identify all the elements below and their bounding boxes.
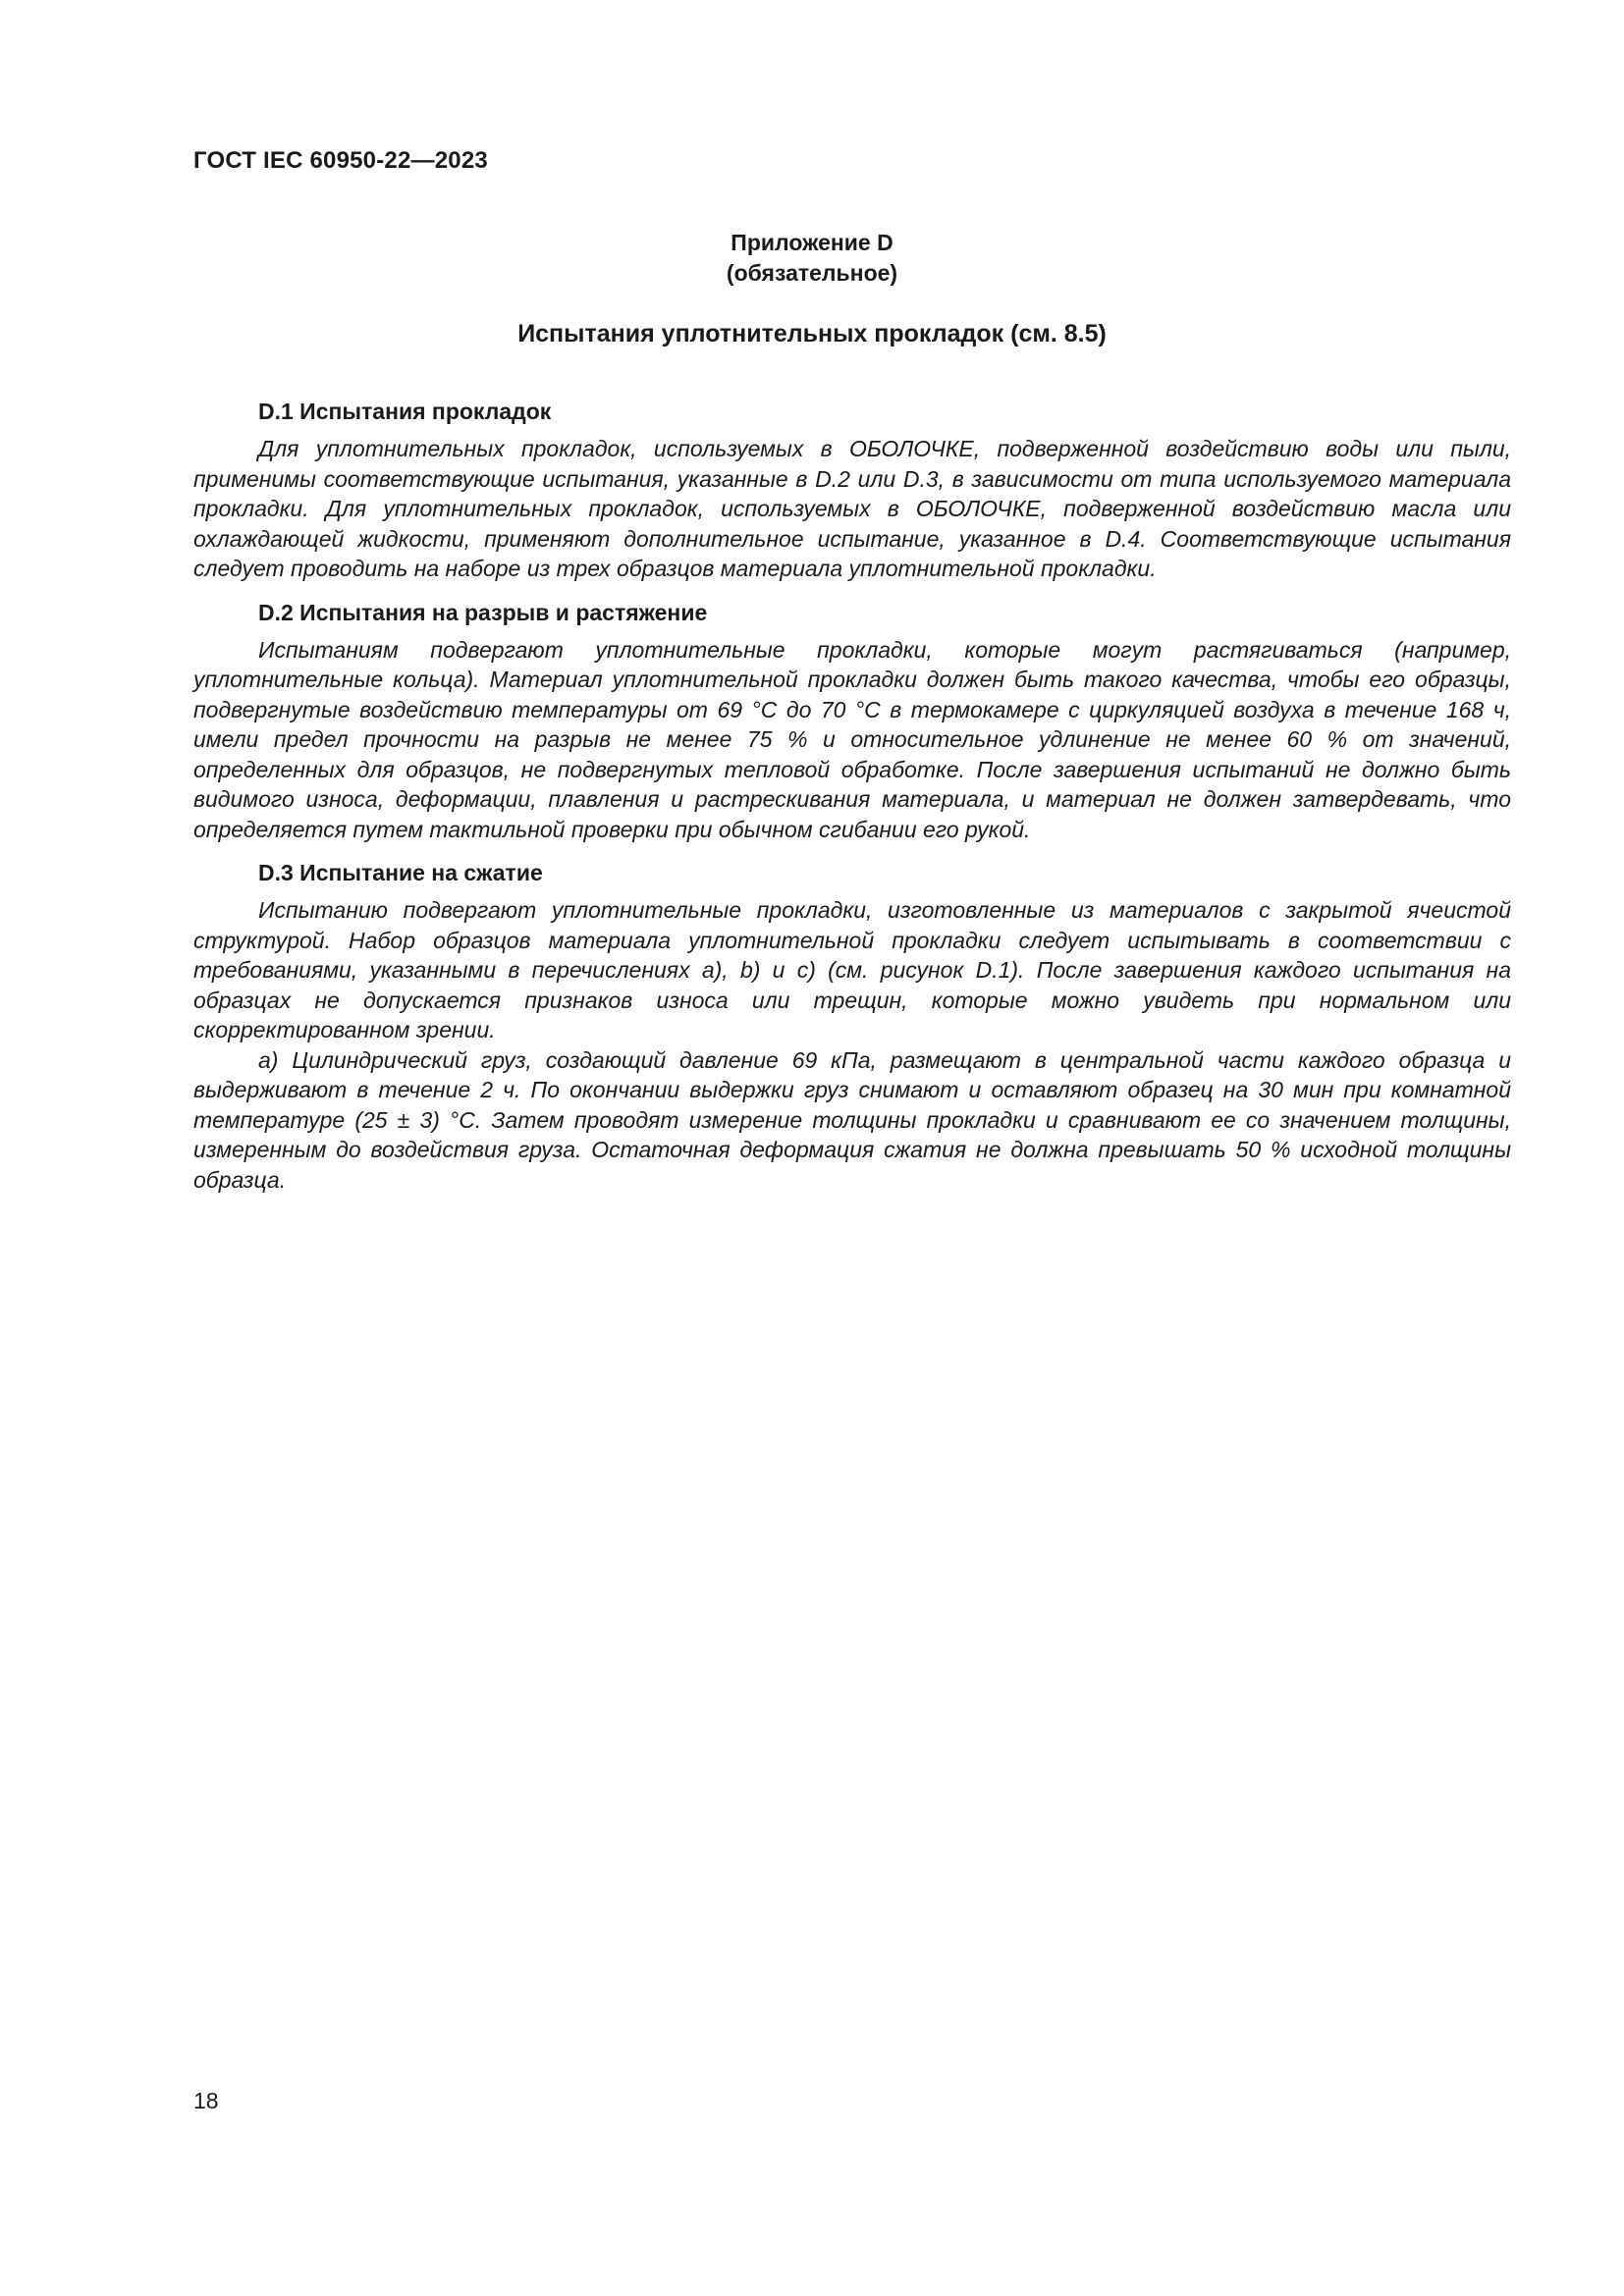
appendix-status: (обязательное) [726,260,898,286]
paragraph: Испытанию подвергают уплотнительные прокладки, изготовленные из материалов с закрытой ячеистой структурой. Набор образцов материала уплотнительной прокладки следует испытывать в соответствии с требованиями, указанными в перечислениях а), b) и с) (см. рисунок D.1). После завершения каждого испытания на образцах не допускается признаков износа или трещин, которые можно увидеть при нормальном или скорректированном зрении. [193,897,1511,1042]
section-d3 [193,858,1511,1195]
page-number: 18 [193,2088,219,2113]
appendix-label: Приложение D [731,230,893,255]
paragraph: Испытаниям подвергают уплотнительные прокладки, которые могут растягиваться (например, уплотнительные кольца). Материал уплотнительной прокладки должен быть такого качества, чтобы его образцы, подвергнутые воздействию температуры от 69 °С до 70 °С в термокамере с циркуляцией воздуха в течение 168 ч, имели предел прочности на разрыв не менее 75 % и относительное удлинение не менее 60 % от значений, определенных для образцов, не подвергнутых тепловой обработке. После завершения испытаний не должно быть видимого износа, деформации, плавления и растрескивания материала, и материал не должен затвердевать, что определяется путем тактильной проверки при обычном сгибании его рукой. [193,636,1511,842]
paragraph: Для уплотнительных прокладок, используемых в ОБОЛОЧКЕ, подверженной воздействию воды или пыли, применимы соответствующие испытания, указанные в D.2 или D.3, в зависимости от типа используемого материала прокладки. Для уплотнительных прокладок, используемых в ОБОЛОЧКЕ, подверженной воздействию масла или охлаждающей жидкости, применяют дополнительное испытание, указанное в D.4. Соответствующие испытания следует проводить на наборе из трех образцов материала уплотнительной прокладки. [193,436,1511,581]
appendix-header [0,228,1624,289]
section-heading: D.1 Испытания прокладок [258,399,552,424]
appendix-title: Испытания уплотнительных прокладок (см. 8.5) [517,320,1107,347]
section-heading: D.3 Испытание на сжатие [258,860,543,885]
section-d1 [193,397,1511,584]
section-heading: D.2 Испытания на разрыв и растяжение [258,599,708,625]
section-d2 [193,598,1511,845]
document-code: ГОСТ IEC 60950-22—2023 [193,147,488,174]
document-body [193,397,1511,1208]
paragraph: а) Цилиндрический груз, создающий давление 69 кПа, размещают в центральной части каждого образца и выдерживают в течение 2 ч. По окончании выдержки груз снимают и оставляют образец на 30 мин при комнатной температуре (25 ± 3) °С. Затем проводят измерение толщины прокладки и сравнивают ее со значением толщины, измеренным до воздействия груза. Остаточная деформация сжатия не должна превышать 50 % исходной толщины образца. [193,1046,1511,1193]
